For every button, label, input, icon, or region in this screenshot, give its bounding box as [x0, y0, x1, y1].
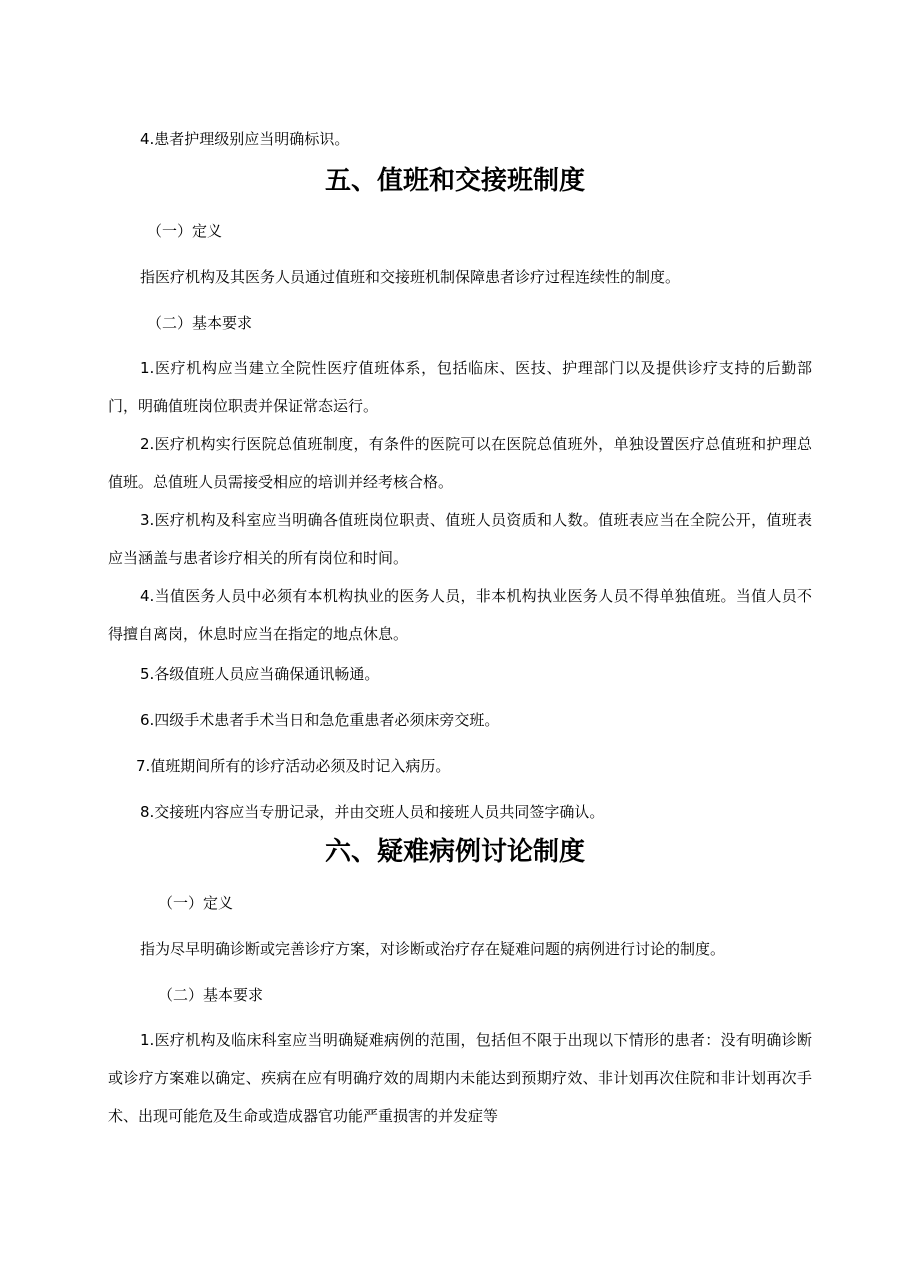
list-item: 1.医疗机构及临床科室应当明确疑难病例的范围，包括但不限于出现以下情形的患者：没有明确诊断或诊疗方案难以确定、疾病在应有明确疗效的周期内未能达到预期疗效、非计划再次住院和非计划再次手术、出现可能危及生命或造成器官功能严重损害的并发症等 [108, 1031, 812, 1125]
list-item: 4.患者护理级别应当明确标识。 [140, 130, 350, 148]
subsection-label: （二）基本要求 [147, 314, 253, 332]
list-item: 5.各级值班人员应当确保通讯畅通。 [140, 665, 380, 683]
subsection-label: （一）定义 [158, 894, 234, 912]
list-item: 4.当值医务人员中必须有本机构执业的医务人员，非本机构执业医务人员不得单独值班。当值人员不得擅自离岗，休息时应当在指定的地点休息。 [108, 587, 812, 643]
definition-text: 指医疗机构及其医务人员通过值班和交接班机制保障患者诊疗过程连续性的制度。 [140, 268, 681, 286]
list-item: 7.值班期间所有的诊疗活动必须及时记入病历。 [136, 757, 451, 775]
definition-text: 指为尽早明确诊断或完善诊疗方案，对诊断或治疗存在疑难问题的病例进行讨论的制度。 [140, 940, 726, 958]
list-item: 1.医疗机构应当建立全院性医疗值班体系，包括临床、医技、护理部门以及提供诊疗支持的后勤部门，明确值班岗位职责并保证常态运行。 [108, 359, 812, 415]
list-item: 8.交接班内容应当专册记录，并由交班人员和接班人员共同签字确认。 [140, 803, 605, 821]
subsection-label: （二）基本要求 [158, 986, 264, 1004]
list-item: 3.医疗机构及科室应当明确各值班岗位职责、值班人员资质和人数。值班表应当在全院公开，值班表应当涵盖与患者诊疗相关的所有岗位和时间。 [108, 511, 812, 567]
subsection-label: （一）定义 [147, 222, 223, 240]
list-item: 6.四级手术患者手术当日和急危重患者必须床旁交班。 [140, 711, 500, 729]
list-item: 2.医疗机构实行医院总值班制度，有条件的医院可以在医院总值班外，单独设置医疗总值班和护理总值班。总值班人员需接受相应的培训并经考核合格。 [108, 435, 812, 491]
section-heading: 六、疑难病例讨论制度 [324, 837, 585, 867]
section-heading: 五、值班和交接班制度 [324, 166, 585, 196]
